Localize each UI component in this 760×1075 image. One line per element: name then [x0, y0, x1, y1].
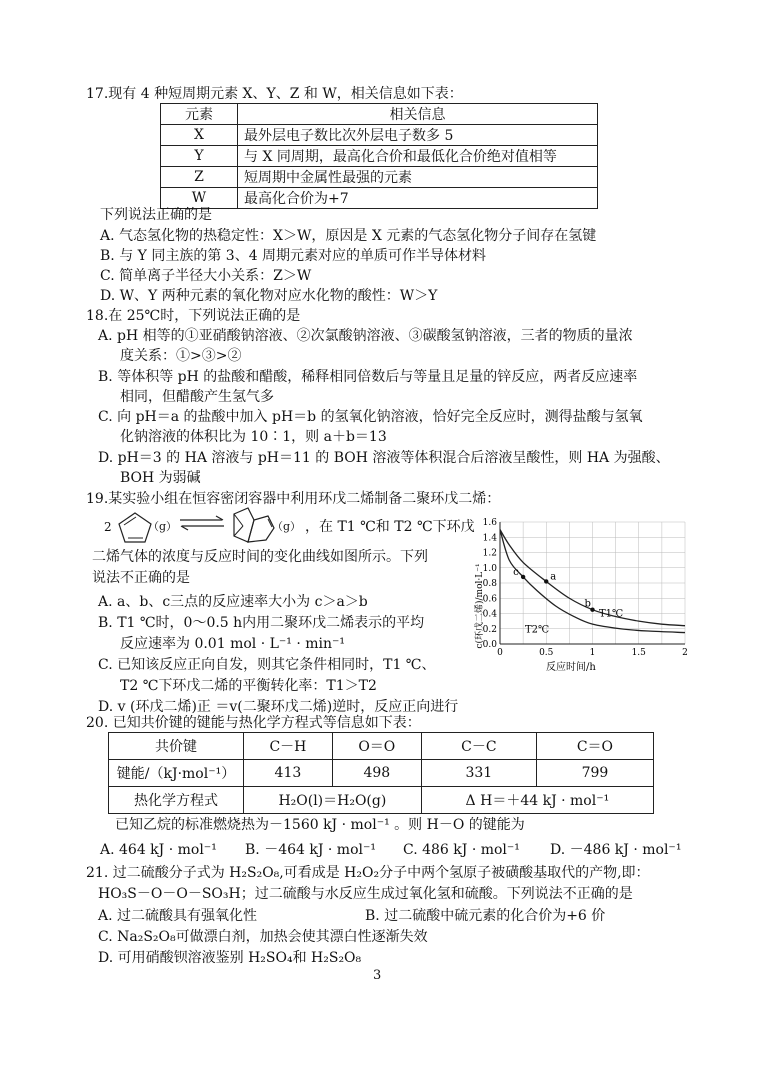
- table-cell: C－C: [421, 733, 536, 760]
- q17-option-d: D. W、Y 两种元素的氧化物对应水化物的酸性：W＞Y: [100, 288, 438, 304]
- x-tick-label: 1.5: [631, 648, 646, 658]
- table-row: [161, 104, 598, 125]
- table-row: [161, 125, 598, 146]
- table-row: [109, 787, 654, 814]
- y-axis-label: c(环戊二烯)/mol·L⁻¹: [475, 563, 485, 649]
- q19-coefficient: 2: [104, 520, 112, 534]
- q19-option-c-cont: T2 ℃下环戊二烯的平衡转化率：T1＞T2: [120, 678, 377, 694]
- q20-stem: 20. 已知共价键的键能与热化学方程式等信息如下表：: [86, 715, 421, 731]
- equilibrium-arrow-icon: [178, 515, 226, 531]
- q20-option-d: D. －486 kJ · mol⁻¹: [550, 842, 682, 858]
- y-tick-label: 0.6: [482, 594, 497, 605]
- table-cell: 799: [536, 760, 653, 787]
- y-tick-label: 0.8: [482, 579, 497, 589]
- q21-option-d: D. 可用硝酸钡溶液鉴别 H₂SO₄和 H₂S₂O₈: [98, 950, 362, 966]
- q19-option-b-cont: 反应速率为 0.01 mol · L⁻¹ · min⁻¹: [120, 636, 346, 652]
- table-cell: 498: [332, 760, 421, 787]
- q19-gas-state: （g）: [148, 520, 178, 533]
- table-cell: X: [161, 125, 238, 146]
- y-tick-label: 1.6: [482, 518, 497, 528]
- q19-gas-state: （g）: [272, 520, 302, 533]
- table-cell: Y: [161, 146, 238, 167]
- table-cell: O＝O: [332, 733, 421, 760]
- q18-line: BOH 为弱碱: [120, 470, 201, 486]
- q17-stem: 17.现有 4 种短周期元素 X、Y、Z 和 W，相关信息如下表：: [86, 86, 463, 102]
- table-cell: H₂O(l)＝H₂O(g): [244, 787, 422, 814]
- point-label-a: a: [550, 571, 557, 583]
- data-point-a: [544, 579, 548, 583]
- q17-option-c: C. 简单离子半径大小关系：Z＞W: [100, 268, 312, 284]
- q21-option-b: B. 过二硫酸中硫元素的化合价为+6 价: [365, 908, 606, 924]
- point-label-c: c: [513, 566, 519, 578]
- table-cell: Δ H＝＋44 kJ · mol⁻¹: [421, 787, 653, 814]
- x-tick-label: 0.5: [539, 648, 554, 658]
- table-cell: C＝O: [536, 733, 653, 760]
- q18-line: D. pH＝3 的 HA 溶液与 pH＝11 的 BOH 溶液等体积混合后溶液呈酸性，则 HA 为强酸、: [98, 450, 670, 466]
- page-number: 3: [373, 968, 382, 983]
- table-cell: 与 X 同周期，最高化合价和最低化合价绝对值相等: [238, 146, 598, 167]
- q19-equation-tail: ，在 T1 ℃和 T2 ℃下环戊: [305, 519, 475, 535]
- x-tick-labels: [497, 648, 688, 658]
- q19-option-a: A. a、b、c三点的反应速率大小为 c＞a＞b: [98, 594, 368, 610]
- q18-line: A. pH 相等的①亚硝酸钠溶液、②次氯酸钠溶液、③碳酸氢钠溶液，三者的物质的量浓: [98, 328, 633, 344]
- q19-option-d: D. v (环戊二烯)正 ＝v(二聚环戊二烯)逆时，反应正向进行: [98, 699, 459, 715]
- y-tick-label: 1.4: [482, 533, 497, 544]
- table-header: 相关信息: [238, 104, 598, 125]
- y-tick-label: 1.2: [482, 548, 497, 559]
- table-row: [109, 760, 654, 787]
- table-cell: 最高化合价为+7: [238, 188, 598, 209]
- q20-bond-energy-table: [108, 732, 654, 814]
- q18-line: 度关系：①>③>②: [120, 348, 242, 364]
- table-cell: Z: [161, 167, 238, 188]
- series-label-t1: T1℃: [598, 608, 624, 620]
- q18-line: 相同，但醋酸产生氢气多: [120, 389, 274, 405]
- table-row: [161, 146, 598, 167]
- q18-line: C. 向 pH＝a 的盐酸中加入 pH＝b 的氢氧化钠溶液，恰好完全反应时，测得盐酸与氢氧: [98, 409, 643, 425]
- q21-stem: 21. 过二硫酸分子式为 H₂S₂O₈,可看成是 H₂O₂分子中两个氢原子被磺酸基取代的产物,即：: [86, 865, 650, 881]
- q17-option-a: A. 气态氢化物的热稳定性：X＞W，原因是 X 元素的气态氢化物分子间存在氢键: [100, 228, 597, 244]
- data-point-c: [521, 575, 525, 579]
- q21-option-a: A. 过二硫酸具有强氧化性: [98, 908, 258, 924]
- q19-option-b: B. T1 ℃时，0～0.5 h内用二聚环戊二烯表示的平均: [98, 615, 425, 631]
- y-tick-label: 0.4: [482, 609, 497, 620]
- q17-prompt: 下列说法正确的是: [100, 207, 212, 223]
- table-cell: 短周期中金属性最强的元素: [238, 167, 598, 188]
- q21-option-c: C. Na₂S₂O₈可做漂白剂，加热会使其漂白性逐渐失效: [98, 929, 428, 945]
- table-cell: 热化学方程式: [109, 787, 244, 814]
- q17-element-table: [160, 103, 598, 209]
- table-cell: C－H: [244, 733, 333, 760]
- table-cell: 413: [244, 760, 333, 787]
- x-axis-label: 反应时间/h: [546, 662, 596, 673]
- q20-option-c: C. 486 kJ · mol⁻¹: [403, 842, 520, 858]
- q19-line: 说法不正确的是: [92, 570, 190, 586]
- table-row: [161, 167, 598, 188]
- table-cell: W: [161, 188, 238, 209]
- y-tick-label: 0.2: [482, 624, 497, 635]
- q19-stem: 19.某实验小组在恒容密闭容器中利用环戊二烯制备二聚环戊二烯：: [86, 491, 501, 507]
- dicyclopentadiene-structure-icon: [228, 504, 278, 548]
- y-tick-label: 1.0: [482, 563, 497, 574]
- y-tick-label: 0.0: [482, 640, 497, 650]
- table-cell: 最外层电子数比次外层电子数多 5: [238, 125, 598, 146]
- table-row: [109, 733, 654, 760]
- point-label-b: b: [584, 598, 591, 610]
- q20-option-b: B. －464 kJ · mol⁻¹: [245, 842, 376, 858]
- q18-stem: 18.在 25℃时，下列说法正确的是: [86, 308, 301, 324]
- table-cell: 键能/（kJ·mol⁻¹）: [109, 760, 244, 787]
- q19-line: 二烯气体的浓度与反应时间的变化曲线如图所示。下列: [92, 549, 428, 565]
- q18-line: B. 等体积等 pH 的盐酸和醋酸，稀释相同倍数后与等量且足量的锌反应，两者反应速率: [98, 369, 638, 385]
- table-row: [161, 188, 598, 209]
- table-cell: 331: [421, 760, 536, 787]
- data-point-b: [590, 607, 594, 611]
- x-tick-label: 2: [682, 648, 688, 658]
- concentration-time-chart: [470, 514, 702, 674]
- q20-option-a: A. 464 kJ · mol⁻¹: [100, 842, 217, 858]
- x-tick-label: 1: [589, 648, 596, 658]
- q17-option-b: B. 与 Y 同主族的第 3、4 周期元素对应的单质可作半导体材料: [100, 248, 487, 264]
- table-cell: 共价键: [109, 733, 244, 760]
- q18-line: 化钠溶液的体积比为 10∶1，则 a＋b＝13: [120, 429, 387, 445]
- series-label-t2: T2℃: [524, 624, 550, 636]
- q19-option-c: C. 已知该反应正向自发，则其它条件相同时，T1 ℃、: [98, 657, 436, 673]
- q21-line: HO₃S－O－O－SO₃H；过二硫酸与水反应生成过氧化氢和硫酸。下列说法不正确的是: [98, 886, 633, 902]
- x-tick-label: 0: [497, 648, 503, 658]
- q20-given: 已知乙烷的标准燃烧热为－1560 kJ · mol⁻¹ 。则 H－O 的键能为: [115, 817, 525, 833]
- table-header: 元素: [161, 104, 238, 125]
